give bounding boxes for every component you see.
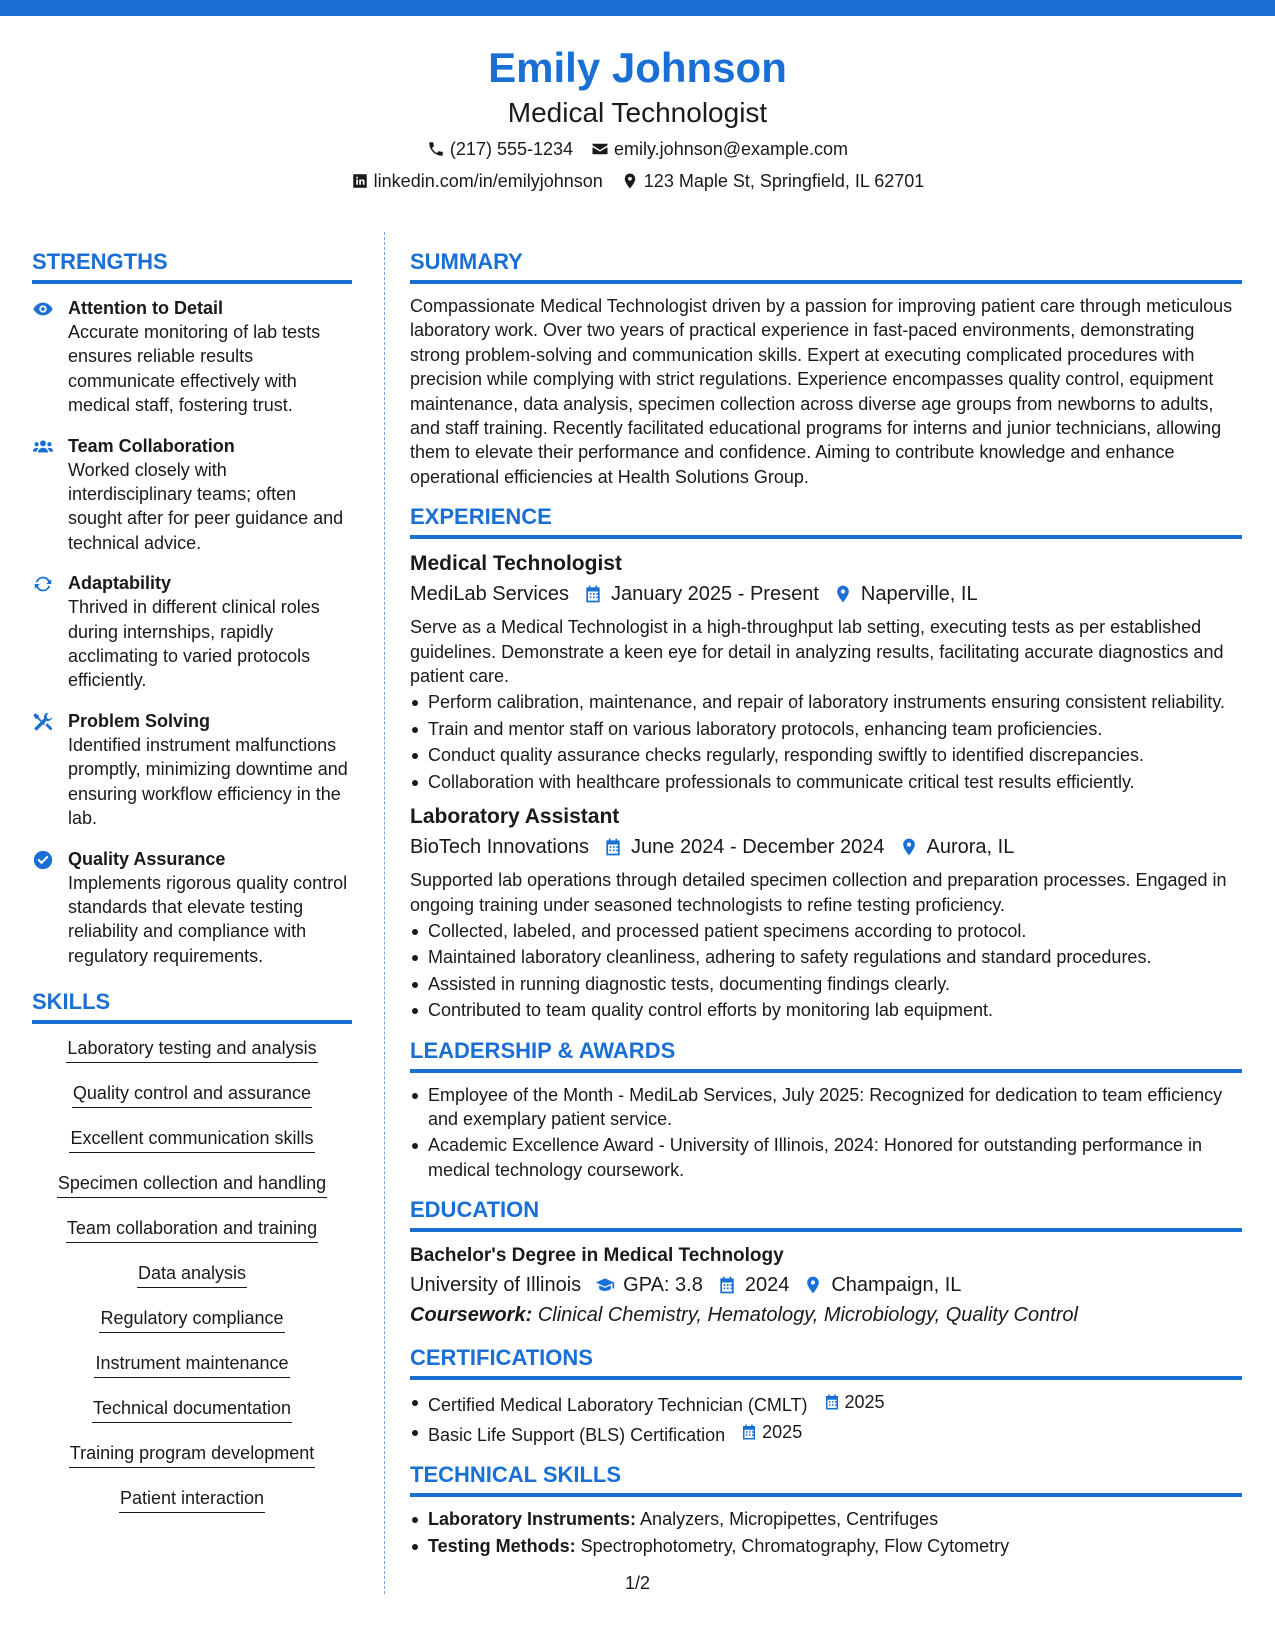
job-location [833, 579, 978, 609]
envelope-icon [591, 140, 609, 158]
job-entry [410, 549, 1242, 794]
skill-item: Laboratory testing and analysis [66, 1036, 317, 1063]
contact-row-1 [0, 136, 1275, 162]
education-meta [410, 1270, 1242, 1300]
skill-item: Quality control and assurance [72, 1081, 312, 1108]
map-pin-icon [833, 584, 853, 604]
job-dates [583, 579, 819, 609]
summary-section [410, 248, 1242, 489]
strength-desc: Implements rigorous quality control standards that elevate testing reliability and compliance with regulatory requirements. [68, 872, 348, 966]
cert-item [410, 1420, 1242, 1448]
skill-item: Team collaboration and training [66, 1216, 318, 1243]
top-accent-bar [0, 0, 1275, 16]
bullet-item: Contributed to team quality control efforts by monitoring lab equipment. [410, 998, 1242, 1022]
check-circle-icon [32, 849, 54, 871]
job-bullets [410, 690, 1242, 794]
certifications-section [410, 1344, 1242, 1447]
degree-title: Bachelor's Degree in Medical Technology [410, 1245, 784, 1267]
coursework-label: Coursework: [410, 1304, 533, 1327]
school-name: University of Illinois [410, 1274, 582, 1297]
coursework-text: Clinical Chemistry, Hematology, Microbiology, Quality Control [537, 1304, 1078, 1327]
bullet-item: Collected, labeled, and processed patient specimens according to protocol. [410, 919, 1242, 943]
cert-name: Basic Life Support (BLS) Certification [428, 1424, 726, 1445]
calendar-icon [583, 584, 603, 604]
strength-desc: Worked closely with interdisciplinary teams; often sought after for peer guidance and technical advice. [68, 459, 344, 553]
strength-title: Adaptability [68, 573, 172, 594]
job-meta [410, 832, 1242, 862]
job-bullets [410, 919, 1242, 1023]
leadership-heading: LEADERSHIP & AWARDS [410, 1037, 1242, 1073]
education-section [410, 1196, 1242, 1330]
strength-item [32, 571, 352, 693]
skills-list [32, 1036, 352, 1531]
technical-skills-section [410, 1461, 1242, 1558]
strength-title: Attention to Detail [68, 298, 223, 318]
job-desc: Supported lab operations through detailed specimen collection and preparation processes. Engaged in ongoing training under seasoned technologists to refine testing proficiency. [410, 870, 1227, 915]
technical-skills-list [410, 1507, 1242, 1558]
bullet-item: Train and mentor staff on various laboratory protocols, enhancing team proficiencies. [410, 717, 1242, 741]
address-text: 123 Maple St, Springfield, IL 62701 [643, 171, 925, 191]
experience-heading: EXPERIENCE [410, 503, 1242, 539]
strengths-heading: STRENGTHS [32, 248, 352, 284]
skill-item: Data analysis [137, 1261, 247, 1288]
skill-item: Patient interaction [119, 1486, 265, 1513]
map-pin-icon [899, 837, 919, 857]
strength-title: Team Collaboration [68, 435, 235, 456]
email-text[interactable]: emily.johnson@example.com [614, 139, 849, 159]
graduation-cap-icon [595, 1275, 615, 1295]
linkedin-text[interactable]: linkedin.com/in/emilyjohnson [373, 171, 603, 191]
skill-item: Training program development [69, 1441, 315, 1468]
tools-icon [32, 711, 54, 733]
job-title: Laboratory Assistant [410, 805, 620, 829]
tech-skill-value: Spectrophotometry, Chromatography, Flow Cytometry [580, 1535, 1010, 1556]
job-location-text: Aurora, IL [926, 836, 1015, 859]
calendar-icon [717, 1275, 737, 1295]
bullet-item: Perform calibration, maintenance, and repair of laboratory instruments ensuring consistent reliability. [410, 690, 1242, 714]
school-location-text: Champaign, IL [831, 1274, 962, 1297]
page-number: 1/2 [624, 1573, 651, 1593]
technical-skills-heading: TECHNICAL SKILLS [410, 1461, 1242, 1497]
cert-date [823, 1390, 885, 1414]
column-divider [384, 232, 385, 1594]
education-heading: EDUCATION [410, 1196, 1242, 1232]
grad-year-text: 2024 [744, 1274, 790, 1297]
skill-item: Instrument maintenance [94, 1351, 289, 1378]
bullet-item: Collaboration with healthcare professionals to communicate critical test results efficiently. [410, 770, 1242, 794]
contact-row-2 [0, 168, 1275, 194]
job-location-text: Naperville, IL [860, 583, 978, 606]
job-entry [410, 802, 1242, 1022]
leadership-list [410, 1083, 1242, 1183]
right-column [410, 248, 1242, 1572]
strength-item [32, 296, 352, 418]
calendar-icon [740, 1423, 758, 1441]
cert-year: 2025 [844, 1392, 885, 1413]
bullet-item: Maintained laboratory cleanliness, adhering to safety regulations and standard procedures. [410, 945, 1242, 969]
skill-item: Regulatory compliance [99, 1306, 284, 1333]
strength-item [32, 434, 352, 556]
email-contact[interactable] [591, 136, 848, 162]
cert-item [410, 1390, 1242, 1418]
calendar-icon [823, 1393, 841, 1411]
skill-item: Technical documentation [92, 1396, 292, 1423]
candidate-name: Emily Johnson [488, 44, 787, 91]
strength-desc: Accurate monitoring of lab tests ensures reliable results communicate effectively with medical staff, fostering trust. [68, 322, 321, 416]
linkedin-icon [351, 172, 369, 190]
cert-date [740, 1420, 802, 1444]
bullet-item: Assisted in running diagnostic tests, documenting findings clearly. [410, 972, 1242, 996]
job-meta [410, 579, 1242, 609]
calendar-icon [603, 837, 623, 857]
tech-skill-item [410, 1534, 1242, 1558]
experience-section [410, 503, 1242, 1022]
left-column [32, 248, 352, 1531]
tech-skill-label: Testing Methods: [428, 1535, 576, 1556]
address-contact [621, 168, 925, 194]
job-title: Medical Technologist [410, 552, 622, 576]
job-dates-text: January 2025 - Present [610, 583, 819, 606]
skills-heading: SKILLS [32, 988, 352, 1024]
bullet-item: Conduct quality assurance checks regularly, responding swiftly to identified discrepancies. [410, 743, 1242, 767]
resume-header [0, 40, 1275, 194]
gpa-text: GPA: 3.8 [623, 1274, 703, 1297]
strength-item [32, 709, 352, 831]
strength-item [32, 847, 352, 969]
grad-year [717, 1270, 790, 1300]
strength-title: Problem Solving [68, 710, 211, 731]
job-desc: Serve as a Medical Technologist in a high-throughput lab setting, executing tests as per established guidelines. Demonstrate a keen eye for detail in analyzing results, facilitating accurate diagnostics and patient care. [410, 617, 1224, 687]
map-pin-icon [621, 172, 639, 190]
sync-icon [32, 573, 54, 595]
tech-skill-value: Analyzers, Micropipettes, Centrifuges [640, 1509, 939, 1530]
leadership-section [410, 1037, 1242, 1183]
certifications-list [410, 1390, 1242, 1447]
job-company: MediLab Services [410, 583, 569, 606]
job-location [899, 832, 1015, 862]
cert-year: 2025 [762, 1421, 803, 1442]
job-dates-text: June 2024 - December 2024 [631, 836, 885, 859]
skill-item: Specimen collection and handling [57, 1171, 327, 1198]
gpa [595, 1270, 703, 1300]
candidate-title: Medical Technologist [507, 97, 768, 128]
map-pin-icon [803, 1275, 823, 1295]
school-location [803, 1270, 961, 1300]
eye-icon [32, 298, 54, 320]
award-item: Employee of the Month - MediLab Services, July 2025: Recognized for dedication to team efficiency and exemplary patient service. [410, 1083, 1242, 1132]
phone-icon [427, 140, 445, 158]
strength-desc: Identified instrument malfunctions promptly, minimizing downtime and ensuring workflow efficiency in the lab. [68, 734, 348, 829]
tech-skill-item [410, 1507, 1242, 1531]
award-item: Academic Excellence Award - University of Illinois, 2024: Honored for outstanding performance in medical technology coursework. [410, 1133, 1242, 1182]
phone-contact [427, 136, 573, 162]
summary-heading: SUMMARY [410, 248, 1242, 284]
linkedin-contact[interactable] [351, 168, 603, 194]
cert-name: Certified Medical Laboratory Technician (CMLT) [428, 1395, 808, 1416]
tech-skill-label: Laboratory Instruments: [428, 1509, 637, 1530]
phone-text: (217) 555-1234 [449, 139, 574, 159]
users-icon [32, 436, 54, 458]
strength-desc: Thrived in different clinical roles during internships, rapidly acclimating to varied protocols efficiently. [68, 597, 320, 691]
skill-item: Excellent communication skills [69, 1126, 314, 1153]
coursework [410, 1300, 1242, 1330]
summary-text: Compassionate Medical Technologist driven by a passion for improving patient care through meticulous laboratory work. Over two years of practical experience in fast-paced environments, demonstrating strong problem-solving and communication skills. Expert at executing complicated procedures with precision while complying with strict regulations. Experience encompasses quality control, equipment maintenance, data analysis, specimen collection across diverse age groups from newborns to adults, and staff training. Recently facilitated educational programs for interns and junior technicians, allowing them to elevate their performance and confidence. Aiming to contribute knowledge and enhance operational efficiencies at Health Solutions Group. [410, 296, 1233, 487]
certifications-heading: CERTIFICATIONS [410, 1344, 1242, 1380]
job-dates [603, 832, 885, 862]
job-company: BioTech Innovations [410, 836, 590, 859]
strength-title: Quality Assurance [68, 848, 226, 869]
